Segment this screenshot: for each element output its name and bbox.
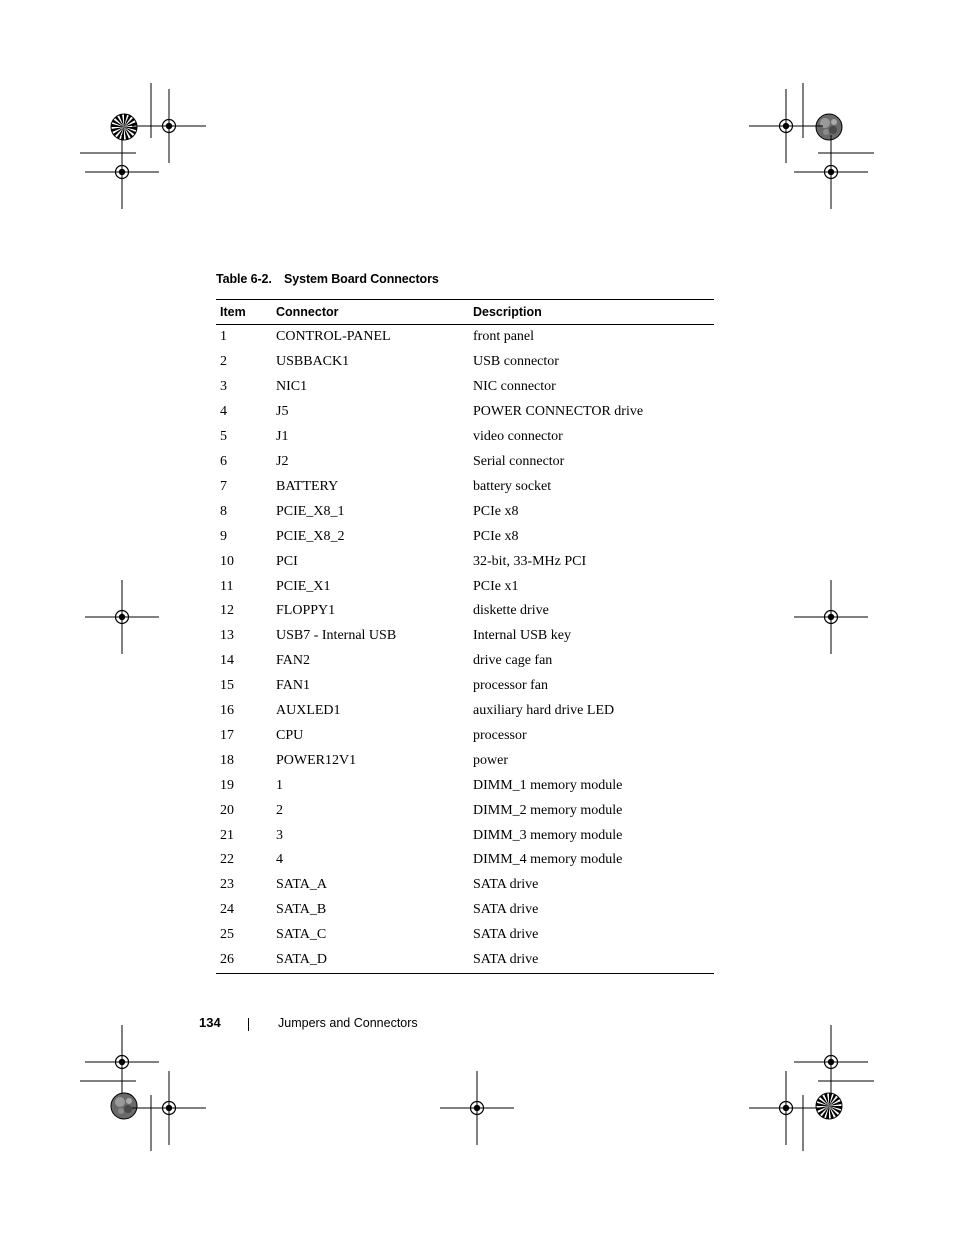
cell-description: Serial connector [473,453,565,469]
cell-item: 6 [220,453,227,469]
starburst-icon [111,114,137,140]
cell-connector: CONTROL-PANEL [276,329,391,345]
registration-mark-icon [794,135,868,209]
cell-description: DIMM_1 memory module [473,777,623,793]
cell-connector: AUXLED1 [276,703,341,719]
starburst-icon [816,1093,842,1119]
cell-connector: PCIE_X1 [276,578,331,594]
cell-description: front panel [473,329,535,345]
cell-description: PCIe x1 [473,578,519,594]
cell-description: 32-bit, 33-MHz PCI [473,553,587,569]
registration-mark-icon [132,1071,206,1145]
cell-connector: PCI [276,553,298,569]
cell-description: PCIe x8 [473,503,519,519]
table-row [216,524,714,549]
cell-item: 14 [220,653,234,669]
table-row [216,823,714,848]
connectors-table [216,299,714,974]
cell-item: 17 [220,727,234,743]
cell-connector: SATA_A [276,877,327,893]
cell-description: Internal USB key [473,628,571,644]
color-disc-icon [816,114,842,140]
cell-item: 24 [220,902,234,918]
table-row [216,325,714,350]
cell-description: SATA drive [473,902,539,918]
page-number: 134 [199,1015,221,1030]
table-row [216,898,714,923]
header-item: Item [216,300,272,325]
table-row [216,798,714,823]
table-header [216,300,714,325]
cell-description: SATA drive [473,927,539,943]
cell-connector: SATA_B [276,902,327,918]
cell-connector: 1 [276,777,283,793]
header-row [216,300,714,325]
cell-item: 22 [220,852,234,868]
cell-item: 2 [220,354,227,370]
table-row [216,499,714,524]
table-row [216,350,714,375]
cell-item: 25 [220,927,234,943]
cell-connector: PCIE_X8_1 [276,503,345,519]
table-caption [216,272,439,286]
cell-description: drive cage fan [473,653,553,669]
table-row [216,848,714,873]
section-name: Jumpers and Connectors [278,1016,418,1030]
cell-description: USB connector [473,354,559,370]
cell-description: PCIe x8 [473,528,519,544]
cell-connector: 2 [276,802,283,818]
table-row [216,574,714,599]
table-body [216,325,714,974]
registration-mark-icon [85,1025,159,1099]
cell-item: 10 [220,553,234,569]
color-disc-icon [111,1093,137,1119]
table-row [216,375,714,400]
table-row [216,649,714,674]
cell-item: 11 [220,578,234,594]
cell-item: 3 [220,379,227,395]
cell-description: power [473,752,508,768]
table-row [216,425,714,450]
table-row [216,400,714,425]
table-row [216,923,714,948]
table-row [216,450,714,475]
cell-description: POWER CONNECTOR drive [473,404,644,420]
cell-item: 23 [220,877,234,893]
cell-connector: J2 [276,453,289,469]
cell-description: video connector [473,429,563,445]
table-row [216,474,714,499]
cell-description: DIMM_3 memory module [473,827,623,843]
cell-connector: J1 [276,429,289,445]
registration-mark-icon [794,1025,868,1099]
table-row [216,624,714,649]
cell-description: DIMM_2 memory module [473,802,623,818]
table-row [216,699,714,724]
registration-mark-icon [794,580,868,654]
registration-mark-icon [749,89,823,163]
table-row [216,873,714,898]
registration-mark-icon [749,1071,823,1145]
cell-item: 9 [220,528,227,544]
table-row [216,748,714,773]
cell-item: 7 [220,478,227,494]
cell-connector: FAN2 [276,653,310,669]
registration-mark-icon [85,580,159,654]
cell-connector: BATTERY [276,478,339,494]
cell-description: auxiliary hard drive LED [473,703,615,719]
cell-description: SATA drive [473,877,539,893]
cell-connector: CPU [276,727,304,743]
footer-separator [248,1018,249,1031]
cell-connector: 3 [276,827,283,843]
cell-connector: NIC1 [276,379,308,395]
cell-item: 19 [220,777,234,793]
cell-description: processor fan [473,678,549,694]
cell-connector: SATA_D [272,948,469,973]
cell-description: SATA drive [469,948,714,973]
cell-description: DIMM_4 memory module [473,852,623,868]
cell-item: 26 [216,948,272,973]
registration-mark-icon [132,89,206,163]
cell-connector: POWER12V1 [276,752,357,768]
cell-description: battery socket [473,478,552,494]
cell-item: 4 [220,404,227,420]
cell-item: 12 [220,603,234,619]
cell-connector: USB7 - Internal USB [276,628,397,644]
cell-item: 8 [220,503,227,519]
table-row [216,948,714,973]
cell-item: 16 [220,703,234,719]
cell-item: 20 [220,802,234,818]
page-footer [0,1015,954,1035]
cell-description: NIC connector [473,379,556,395]
table-row [216,724,714,749]
cell-description: processor [473,727,527,743]
cell-connector: FAN1 [276,678,310,694]
cell-connector: USBBACK1 [276,354,350,370]
cell-connector: J5 [276,404,289,420]
cell-item: 21 [220,827,234,843]
cell-item: 1 [220,329,227,345]
cell-connector: 4 [276,852,283,868]
header-description: Description [469,300,714,325]
cell-item: 18 [220,752,234,768]
header-connector: Connector [272,300,469,325]
table-row [216,599,714,624]
cell-item: 13 [220,628,234,644]
table-row [216,773,714,798]
cell-connector: SATA_C [276,927,327,943]
cell-item: 15 [220,678,234,694]
cell-description: diskette drive [473,603,549,619]
table-title: System Board Connectors [284,272,439,286]
table-row [216,674,714,699]
cell-connector: FLOPPY1 [276,603,336,619]
registration-mark-icon [440,1071,514,1145]
registration-mark-icon [85,135,159,209]
cell-connector: PCIE_X8_2 [276,528,345,544]
table-number: Table 6-2. [216,272,272,286]
cell-item: 5 [220,429,227,445]
table-row [216,549,714,574]
